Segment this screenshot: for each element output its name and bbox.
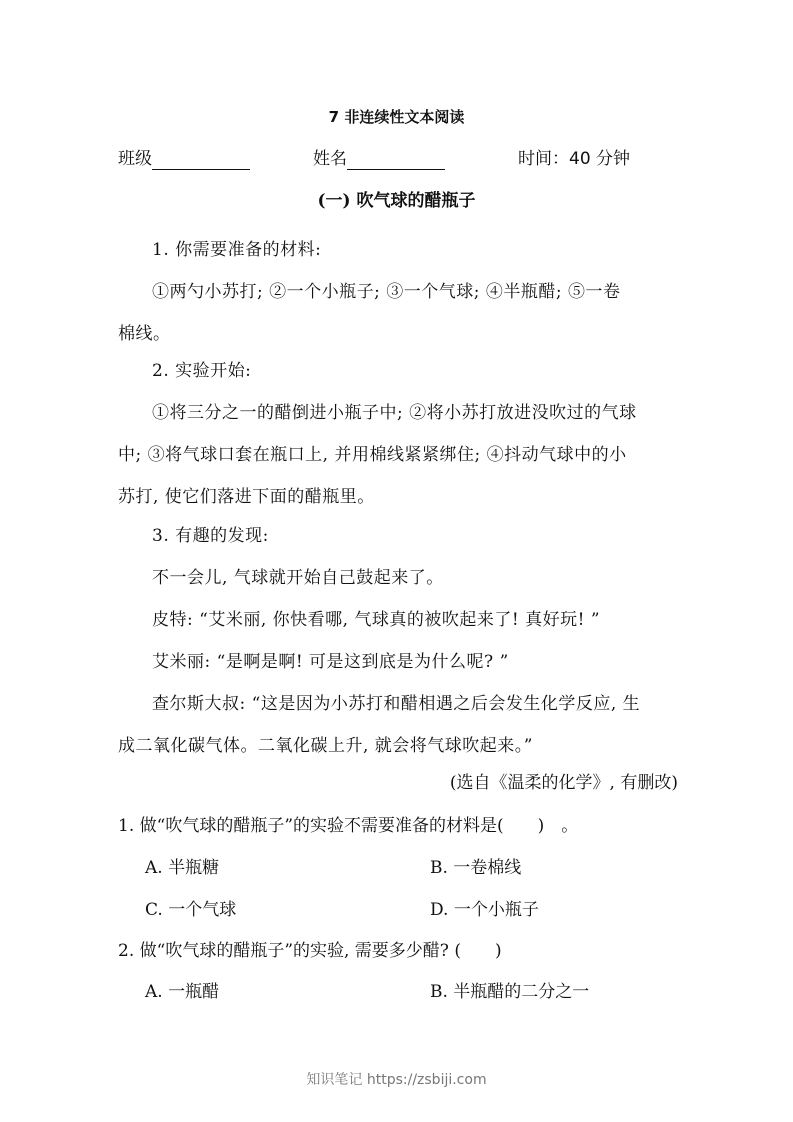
question-2-option-b[interactable]: B. 半瓶醋的二分之一 — [430, 982, 590, 1002]
section-3-line: 不一会儿, 气球就开始自己鼓起来了。 — [152, 568, 444, 588]
class-blank[interactable] — [152, 151, 250, 170]
section-2-heading: 2. 实验开始: — [152, 361, 252, 381]
name-field — [313, 148, 445, 170]
section-3-line: 艾米丽: “是啊是啊! 可是这到底是为什么呢? ” — [152, 652, 509, 672]
question-2-option-a[interactable]: A. 一瓶醋 — [145, 982, 220, 1002]
section-1 — [118, 229, 678, 355]
section-3-line: 查尔斯大叔: “这是因为小苏打和醋相遇之后会发生化学反应, 生 — [152, 694, 641, 714]
section-2-line: ①将三分之一的醋倒进小瓶子中; ②将小苏打放进没吹过的气球 — [152, 403, 637, 423]
question-1-option-c[interactable]: C. 一个气球 — [145, 900, 237, 920]
section-3 — [118, 515, 678, 767]
section-1-heading: 1. 你需要准备的材料: — [152, 240, 322, 260]
class-label: 班级 — [118, 149, 152, 169]
section-3-heading: 3. 有趣的发现: — [152, 526, 269, 546]
passage-subtitle: (一) 吹气球的醋瓶子 — [317, 191, 476, 211]
question-1-option-a[interactable]: A. 半瓶糖 — [145, 858, 220, 878]
source-citation: (选自《温柔的化学》, 有删改) — [449, 773, 678, 793]
question-2-stem: 2. 做“吹气球的醋瓶子”的实验, 需要多少醋? ( ) — [118, 941, 502, 961]
time-label: 时间：40 分钟 — [518, 149, 631, 169]
footer-watermark: 知识笔记 https://zsbiji.com — [306, 1072, 487, 1088]
section-3-line: 皮特: “艾米丽, 你快看哪, 气球真的被吹起来了! 真好玩! ” — [152, 610, 601, 630]
name-blank[interactable] — [347, 151, 445, 170]
section-3-line: 成二氧化碳气体。二氧化碳上升, 就会将气球吹起来。” — [118, 736, 533, 756]
class-field — [118, 148, 250, 170]
question-1-option-b[interactable]: B. 一卷棉线 — [430, 858, 522, 878]
question-1-stem: 1. 做“吹气球的醋瓶子”的实验不需要准备的材料是( ) 。 — [118, 816, 579, 836]
section-1-line: ①两勺小苏打; ②一个小瓶子; ③一个气球; ④半瓶醋; ⑤一卷 — [152, 282, 621, 302]
page-title: 7 非连续性文本阅读 — [328, 108, 465, 126]
question-1-option-d[interactable]: D. 一个小瓶子 — [430, 900, 539, 920]
section-2-line: 中; ③将气球口套在瓶口上, 并用棉线紧紧绑住; ④抖动气球中的小 — [118, 445, 627, 465]
section-2 — [118, 350, 678, 518]
section-2-line: 苏打, 使它们落进下面的醋瓶里。 — [118, 487, 375, 507]
section-1-line: 棉线。 — [118, 324, 171, 344]
name-label: 姓名 — [313, 149, 347, 169]
